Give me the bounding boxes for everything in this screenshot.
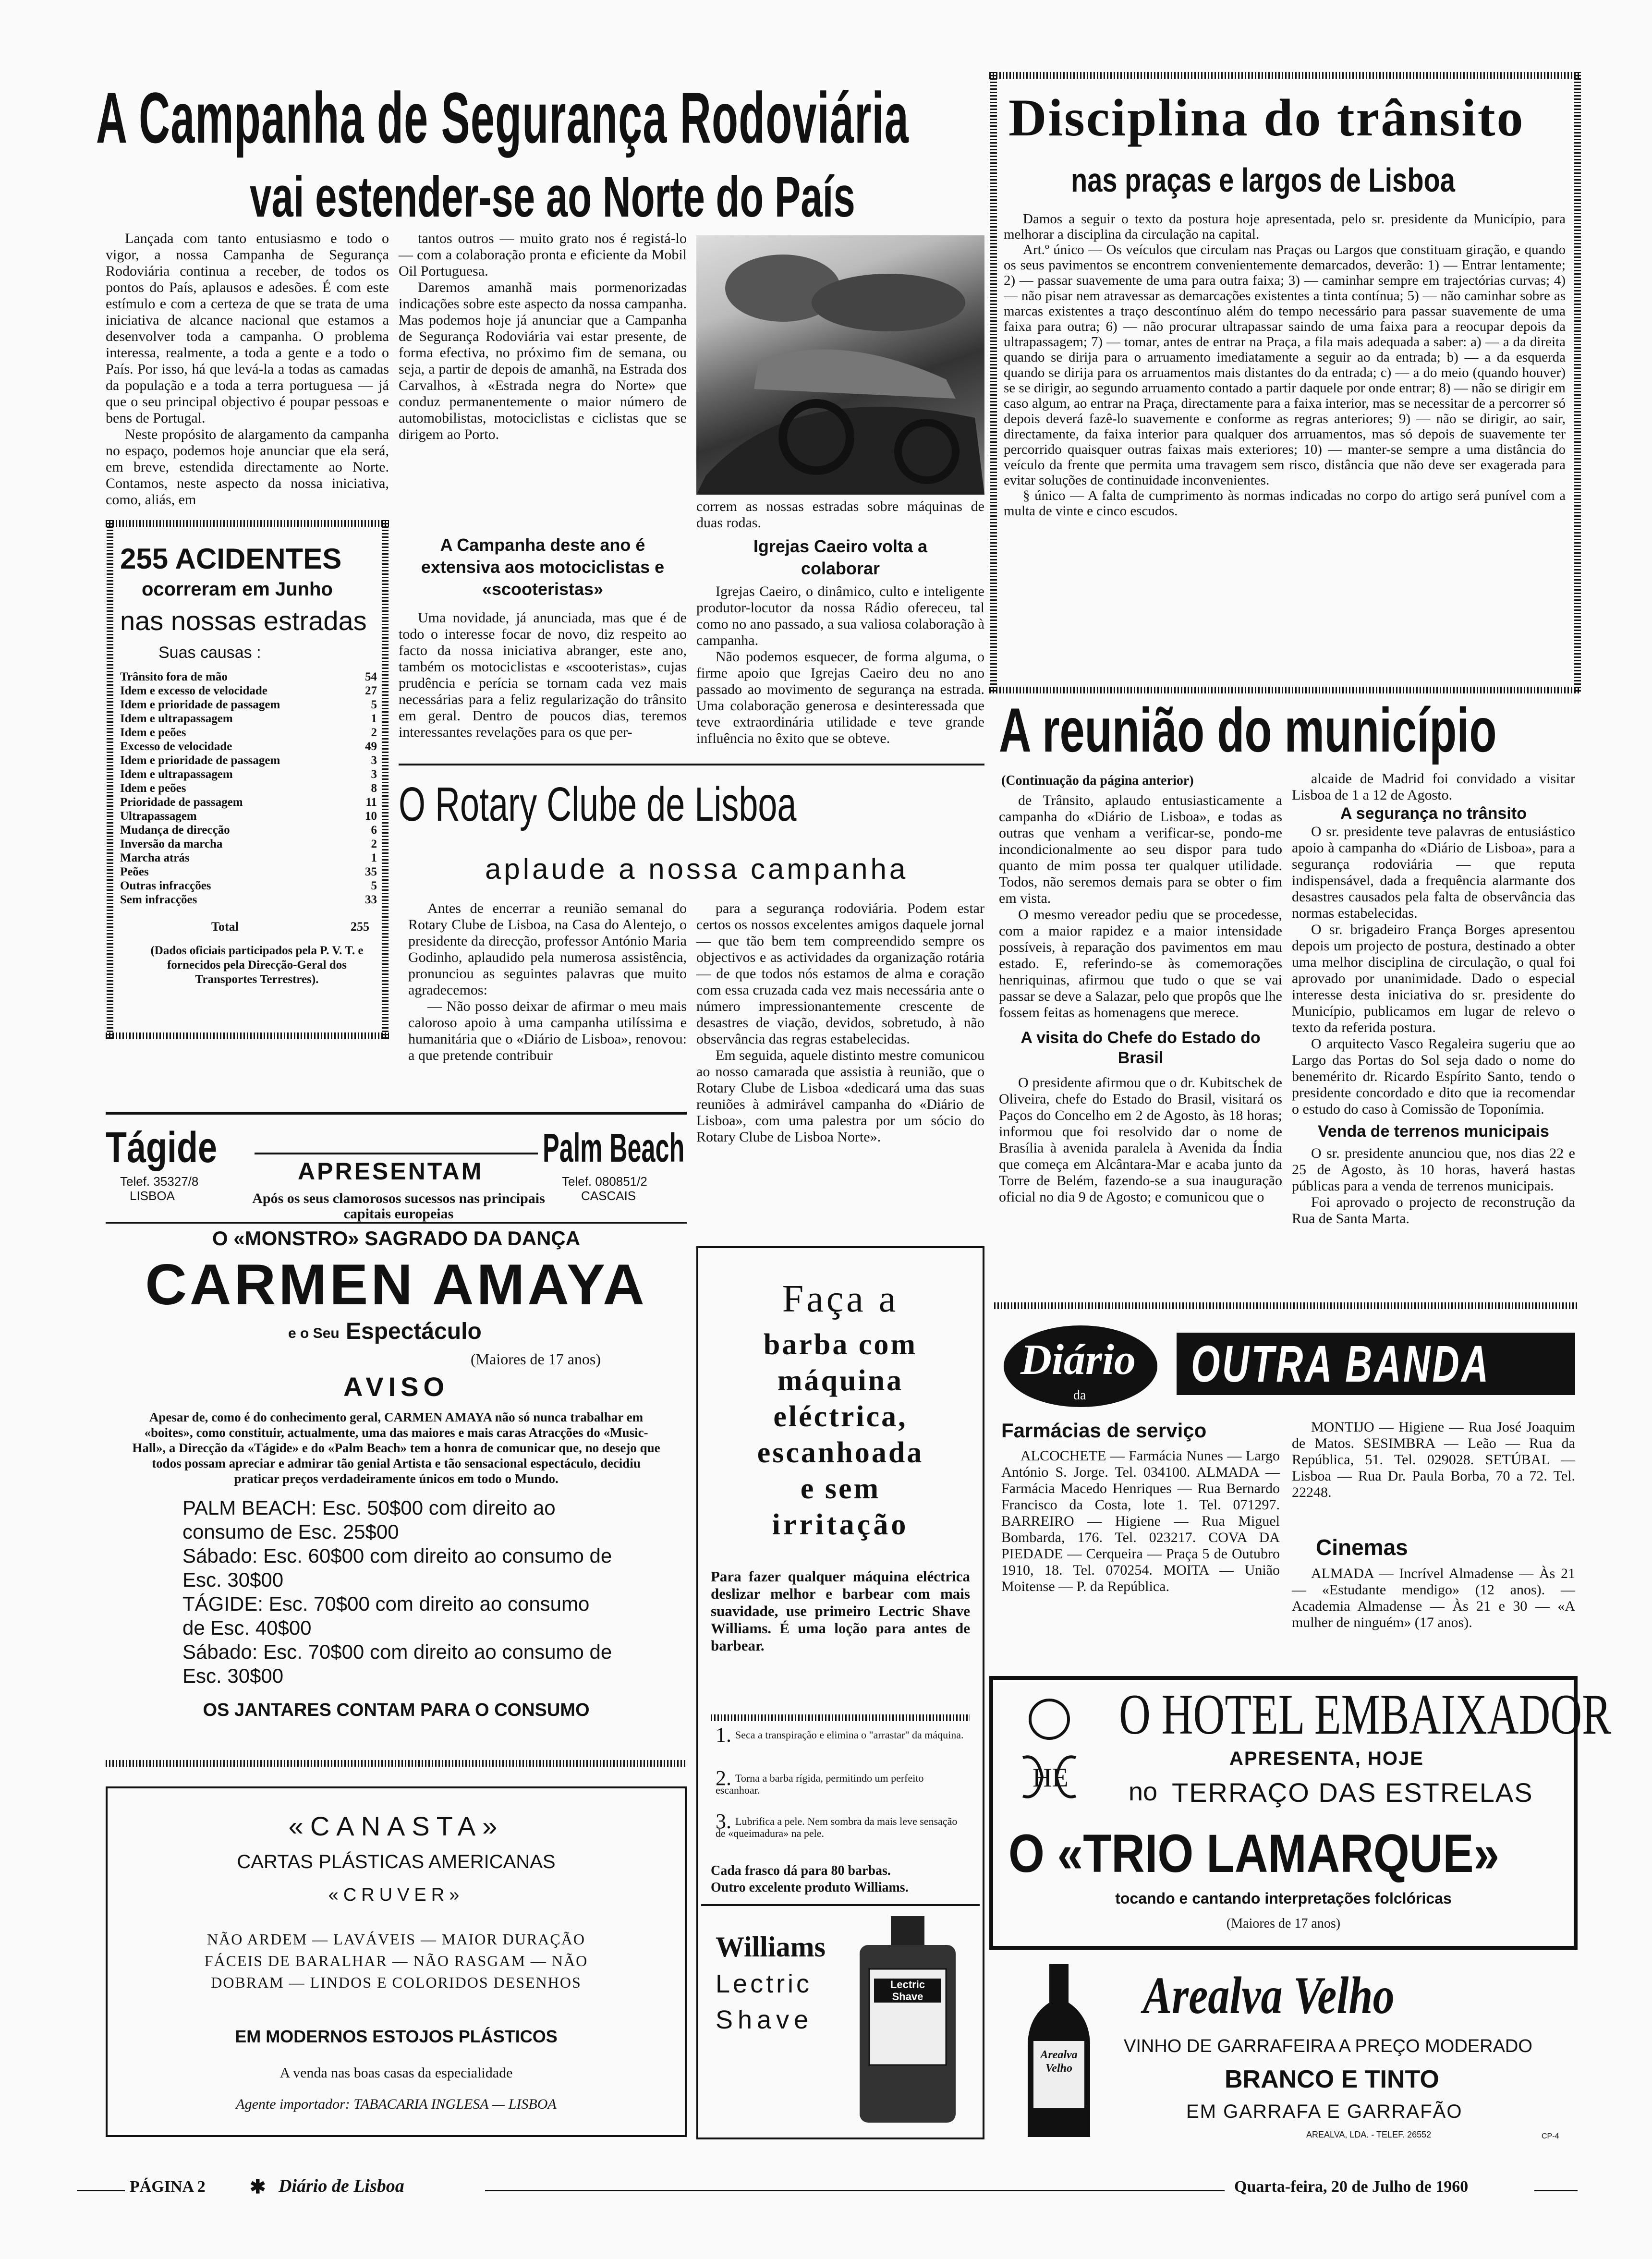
canasta-agente: Agente importador: TABACARIA INGLESA — LISBOA xyxy=(236,2096,557,2112)
transito-right-hatch xyxy=(1574,72,1581,692)
accidents-row-label: Idem e peões xyxy=(120,726,186,739)
williams-f1: Cada frasco dá para 80 barbas. xyxy=(711,1863,891,1878)
williams-h6: e sem xyxy=(800,1472,881,1505)
accidents-row-value: 2 xyxy=(371,838,377,850)
municipio-bottom-hatch xyxy=(994,1302,1578,1309)
transito-single: § único — A falta de cumprimento às normas indicadas no corpo do artigo será punível com a multa de vinte e cinco escudos. xyxy=(1004,488,1566,519)
accidents-row xyxy=(120,698,377,712)
arealva-code: CP-4 xyxy=(1542,2132,1559,2140)
tagide-monstro: O «MONSTRO» SAGRADO DA DANÇA xyxy=(212,1227,581,1250)
footer-rule-left xyxy=(77,2190,125,2191)
rotary-col2 xyxy=(696,900,984,1227)
accidents-table-grid xyxy=(120,670,377,907)
tagide-star: CARMEN AMAYA xyxy=(145,1252,647,1317)
hotel-logo-text: HE xyxy=(1032,1763,1069,1793)
caeiro-body-p2: Não podemos esquecer, de forma alguma, o firme apoio que Igrejas Caeiro deu no ano passado ao movimento de segurança na estrada. Uma colaboração generosa e desinteressada que teve extraordinária utilidade e teve grande influência no êxito que se obteve. xyxy=(696,649,984,746)
accidents-row-value: 33 xyxy=(365,893,377,906)
outra-banda-logo2: da xyxy=(1073,1388,1086,1403)
canasta-line3: DOBRAM — LINDOS E COLORIDOS DESENHOS xyxy=(211,1974,582,1991)
accidents-title: 255 ACIDENTES xyxy=(120,543,342,575)
transito-subtitle: nas praças e largos de Lisboa xyxy=(1071,161,1455,199)
rotary-top-rule xyxy=(399,764,984,765)
footer-star-icon: ✱ xyxy=(250,2176,266,2198)
accidents-row xyxy=(120,740,377,753)
tagide-price4 xyxy=(182,1640,615,1688)
williams-h2: barba com xyxy=(763,1328,918,1361)
canasta-venda: A venda nas boas casas da especialidade xyxy=(279,2065,513,2081)
transito-body xyxy=(1004,211,1566,682)
accidents-row xyxy=(120,865,377,879)
tagide-price1 xyxy=(182,1496,615,1544)
caeiro-body-p1: Igrejas Caeiro, o dinâmico, culto e inteligente produtor-locutor da nossa Rádio ofereceu, tal como no ano passado, a sua valiosa colaboração à campanha. xyxy=(696,583,984,648)
accidents-left-hatch xyxy=(107,520,113,1039)
footer-rule-right xyxy=(1534,2190,1578,2191)
accidents-row xyxy=(120,893,377,907)
outra-banda-logo-left xyxy=(1001,1321,1160,1412)
hotel-tocando: tocando e cantando interpretações folclóricas xyxy=(1115,1890,1452,1907)
tagide-price3-text: TÁGIDE: Esc. 70$00 com direito ao consumo de Esc. 40$00 xyxy=(182,1592,590,1639)
rotary-col1-p2: — Não posso deixar de afirmar o meu mais caloroso apoio à uma campanha utilíssima e humanitária que o «Diário de Lisboa», renovou: a que pretende contribuir xyxy=(408,998,687,1063)
williams-num2-text: Torna a barba rígida, permitindo um perfeito escanhoar. xyxy=(716,1772,924,1796)
accidents-row-label: Idem e ultrapassagem xyxy=(120,768,233,781)
rotary-col2-p1: para a segurança rodoviária. Podem estar certos os nossos excelentes amigos daquele jornal — que tão bem tem compreendido sempre os objectivos e as actividades da organização rotária — de que todos nós estamos de alma e coração com essa cruzada cada vez mais necessária ante o número impressionantemente crescente de desastres de viação, devidos, sobretudo, à não observância das regras estabelecidas. xyxy=(696,900,984,1047)
tagide-price2-text: Sábado: Esc. 60$00 com direito ao consumo de Esc. 30$00 xyxy=(182,1544,612,1591)
municipio-col1 xyxy=(999,792,1282,1301)
tagide-aviso-text: Apesar de, como é do conhecimento geral, CARMEN AMAYA não só nunca trabalhar em «boites», como constituir, actualmente, uma das maiores e mais caras Atracções do «Music-Hall», a Direcção da «Tágide» e do «Palm Beach» tem a honra de comunicar que, no desejo que todos possam apreciar e admirar tão genial Artista e tão sensacional espectáculo, decidiu praticar preços verdadeiramente únicos em todo o Mundo. xyxy=(132,1410,660,1486)
tagide-bottom-hatch xyxy=(106,1760,687,1767)
accidents-row xyxy=(120,795,377,809)
williams-mid-hatch xyxy=(711,1714,970,1721)
rotary-col1 xyxy=(408,900,687,1107)
motos-body-p: Uma novidade, já anunciada, mas que é de todo o interesse focar de novo, diz respeito ao facto da nossa iniciativa abranger, este ano, também os motociclistas e «scooteristas», cujas prudência e perícia se tornam cada vez mais necessárias para a feliz regularização do trânsito em geral. Dentro de poucos dias, teremos interessantes revelações para os que per- xyxy=(399,610,687,740)
williams-num2-digit: 2. xyxy=(716,1766,731,1790)
tagide-left-city: LISBOA xyxy=(130,1189,175,1203)
campanha-col2-p1: tantos outros — muito grato nos é registá-lo — com a colaboração pronta e eficiente da Mobil Oil Portuguesa. xyxy=(399,231,687,279)
municipio-venda-title: Venda de terrenos municipais xyxy=(1318,1122,1549,1141)
tagide-right-city: CASCAIS xyxy=(581,1189,636,1203)
accidents-row-value: 54 xyxy=(365,670,377,683)
accidents-row-label: Idem e prioridade de passagem xyxy=(120,698,280,711)
accidents-table xyxy=(120,670,377,907)
williams-h5: escanhoada xyxy=(757,1436,924,1469)
accidents-row xyxy=(120,753,377,767)
municipio-col1-p2: O mesmo vereador pediu que se procedesse, com a maior rapidez e a maior intensidade possíveis, à reparação dos pavimentos em mau estado. E, referindo-se às comemorações henriquinas, afirmou que tudo o que se vai passar se deve a Salazar, pelo que propôs que lhe fossem feitas as homenagens que merece. xyxy=(999,907,1282,1020)
municipio-col1-p3: O presidente afirmou que o dr. Kubitschek de Oliveira, chefe do Estado do Brasil, visitará os Paços do Concelho em 2 de Agosto, às 18 horas; informou que foi resolvido dar o nome de Brasília à avenida paralela à Avenida da Índia que começa em Alcântara-Mar e acaba junto da Torre de Belém, fazendo-se a sua inauguração oficial no dia 9 de Agosto; e comunicou que o xyxy=(999,1075,1282,1205)
canasta-title: «CANASTA» xyxy=(288,1811,504,1841)
accidents-row-label: Idem e excesso de velocidade xyxy=(120,684,267,697)
footer-paper: Diário de Lisboa xyxy=(279,2176,404,2196)
williams-bottle-label: Lectric Shave xyxy=(890,1979,925,2003)
arealva-bottle-label: Arealva Velho xyxy=(1040,2049,1078,2075)
hotel-age: (Maiores de 17 anos) xyxy=(1226,1916,1341,1931)
transito-intro: Damos a seguir o texto da postura hoje apresentada, pelo sr. presidente da Município, para melhorar a disciplina da circulação na capital. xyxy=(1004,211,1566,242)
photo-caption: correm as nossas estradas sobre máquinas de duas rodas. xyxy=(696,498,984,531)
caeiro-title: Igrejas Caeiro volta a colaborar xyxy=(753,536,928,578)
tagide-price3 xyxy=(182,1592,615,1640)
accidents-row-value: 27 xyxy=(365,684,377,697)
tagide-footer: OS JANTARES CONTAM PARA O CONSUMO xyxy=(203,1700,590,1720)
municipio-col2 xyxy=(1292,771,1575,1301)
photo-illustration xyxy=(696,235,984,495)
rotary-col2-p2: Em seguida, aquele distinto mestre comunicou ao nosso camarada que assistia à reunião, que o Rotary Clube de Lisboa «dedicará uma das suas reuniões à admirável campanha do «Diário de Lisboa», com uma palestra por um sócio do Rotary Clube de Lisboa Norte». xyxy=(696,1047,984,1145)
arealva-l2: BRANCO E TINTO xyxy=(1225,2065,1439,2093)
williams-num1-digit: 1. xyxy=(716,1723,731,1747)
municipio-col1-p1: de Trânsito, aplaudo entusiasticamente a campanha do «Diário de Lisboa», e todas as outras que venham a verificar-se, pondo-me incondicionalmente ao seu dispor para tudo quanto de mim possa ter qualquer utilidade. Todos, não seremos demais para se obter o fim em vista. xyxy=(999,792,1282,906)
tagide-apresentam: APRESENTAM xyxy=(298,1158,484,1185)
accidents-row-value: 1 xyxy=(371,712,377,725)
arealva-brand: Arealva Velho xyxy=(1143,1966,1395,2025)
outra-banda-farm-text: ALCOCHETE — Farmácia Nunes — Largo António S. Jorge. Tel. 034100. ALMADA — Farmácia Macedo Henriques — Rua Bernardo Francisco da Costa, lote 1. Tel. 071297. BARREIRO — Higiene — Rua Miguel Bombarda, 176. Tel. 023217. COVA DA PIEDADE — Cerqueira — Praça 5 de Outubro 1910, 18. Tel. 070254. MOITA — União Moitense — P. da República. xyxy=(1001,1448,1280,1594)
accidents-row-label: Inversão da marcha xyxy=(120,838,223,850)
tagide-aviso: AVISO xyxy=(343,1372,449,1402)
motos-body xyxy=(399,610,687,749)
accidents-row xyxy=(120,767,377,781)
transito-article: Art.º único — Os veículos que circulam nas Praças ou Largos que constituam giração, e quando os seus pavimentos se encontrem convenientemente demarcados, deverão: 1) — Entrar lentamente; 2) — passar suavemente de uma para outra faixa; 3) — caminhar sempre em trajectórias curvas; 4) — não pisar nem atravessar as demarcações existentes a tinta contínua; 5) — não caminhar sobre as marcas existentes a traço descontínuo além do tempo necessário para passar suavemente de uma faixa para outra; 6) — não procurar ultrapassar saindo de uma faixa para a reocupar depois da ultrapassagem; 7) — tomar, antes de entrar na Praça, a fila mais adequada a saber: a) — a da direita quando se dirija para o arruamento imediatamente a seguir ao da entrada; b) — a da esquerda quando se dirija para os arruamentos mais distantes do da entrada; c) — a do meio (quando houver) se se dirigir, ao segundo arruamento contado a partir daquele por onde entrar; 8) — não se dirigir em caso algum, ao entrar na Praça, directamente para a faixa interior, mas se necessitar de a percorrer só depois deverá fazê-lo suavemente e conforme as regras anteriores; 9) — não se dirigir, ao sair, directamente, da faixa interior para qualquer dos arruamentos, mas só depois de suavemente ter percorrido quaisquer outras faixas mais exteriores; 10) — manter-se sempre a uma distância do veículo da frente que permita uma travagem sem risco, distância que não deve ser exagerada para evitar soluções de continuidade inconvenientes. xyxy=(1004,242,1566,488)
hotel-apresenta: APRESENTA, HOJE xyxy=(1229,1748,1424,1769)
williams-b2: Lectric xyxy=(716,1969,813,1998)
tagide-mid-rule xyxy=(106,1222,687,1224)
outra-banda-farm-col2 xyxy=(1292,1419,1575,1515)
accidents-causes-label: Suas causas : xyxy=(158,644,261,662)
williams-bottom-rule xyxy=(701,1904,980,1906)
williams-f2: Outro excelente produto Williams. xyxy=(711,1880,909,1895)
accidents-row-value: 5 xyxy=(371,879,377,892)
transito-bottom-hatch xyxy=(989,687,1580,693)
williams-num3-text: Lubrifica a pele. Nem sombra da mais leve sensação de «queimadura» na pele. xyxy=(716,1815,958,1839)
accidents-row xyxy=(120,837,377,851)
campanha-col2 xyxy=(399,231,687,499)
tagide-apresentam-rule xyxy=(255,1153,538,1154)
tagide-left-tel: Telef. 35327/8 xyxy=(120,1174,199,1189)
outra-banda-logo1: Diário xyxy=(1020,1336,1136,1384)
municipio-seg-title: A segurança no trânsito xyxy=(1340,804,1527,823)
motos-title: A Campanha deste ano é extensiva aos motociclistas e «scooteristas» xyxy=(421,535,665,599)
outra-banda-cinemas-col xyxy=(1292,1566,1575,1666)
accidents-row-label: Excesso de velocidade xyxy=(120,740,232,753)
accidents-row-value: 35 xyxy=(365,865,377,878)
accidents-row-label: Idem e peões xyxy=(120,782,186,795)
canasta-brand: «CRUVER» xyxy=(328,1885,464,1905)
canasta-sub: CARTAS PLÁSTICAS AMERICANAS xyxy=(237,1851,556,1872)
canasta-line2: FÁCEIS DE BARALHAR — NÃO RASGAM — NÃO xyxy=(204,1952,588,1969)
accidents-total-label: Total xyxy=(211,920,239,934)
accidents-row xyxy=(120,712,377,726)
outra-banda-farm-text2: MONTIJO — Higiene — Rua José Joaquim de Matos. SESIMBRA — Leão — Rua da República, 51. Tel. 029028. SETÚBAL — Lisboa — Rua Dr. Paula Borba, 70 a 72. Tel. 22248. xyxy=(1292,1419,1575,1500)
accidents-row-value: 3 xyxy=(371,768,377,781)
accidents-row-value: 49 xyxy=(365,740,377,753)
accidents-row xyxy=(120,670,377,684)
transito-top-hatch xyxy=(989,72,1580,79)
municipio-col2-p5: O sr. presidente anunciou que, nos dias 22 e 25 de Agosto, às 10 horas, haverá hastas públicas para a venda de terrenos municipais. xyxy=(1292,1145,1575,1194)
williams-h3: máquina xyxy=(777,1364,904,1397)
motorcycle-photo xyxy=(696,235,984,495)
williams-num2 xyxy=(716,1766,965,1796)
accidents-row xyxy=(120,726,377,740)
municipio-chefe-title: A visita do Chefe do Estado do Brasil xyxy=(1020,1029,1261,1067)
hotel-trio: O «TRIO LAMARQUE» xyxy=(1008,1823,1500,1883)
accidents-bottom-hatch xyxy=(106,1032,389,1039)
accidents-row-label: Mudança de direcção xyxy=(120,824,230,837)
municipio-col2-p1: alcaide de Madrid foi convidado a visitar Lisboa de 1 a 12 de Agosto. xyxy=(1292,771,1575,803)
rotary-title1: O Rotary Clube de Lisboa xyxy=(399,777,797,831)
williams-h1: Faça a xyxy=(782,1278,899,1320)
accidents-row-value: 1 xyxy=(371,851,377,864)
outra-banda-cinemas: Cinemas xyxy=(1316,1535,1408,1560)
campanha-col2-p2: Daremos amanhã mais pormenorizadas indicações sobre este aspecto da nossa campanha. Mas podemos hoje já anunciar que a Campanha de Segurança Rodoviária vai estar presente, de forma efectiva, no próximo fim de semana, ou seja, a partir de depois de amanhã, na Estrada dos Carvalhos, à «Estrada negra do Norte» que conduz permanentemente o maior número de automobilistas, motociclistas e ciclistas que se dirigem ao Porto. xyxy=(399,279,687,442)
tagide-left-name: Tágide xyxy=(106,1124,218,1172)
arealva-bottle xyxy=(1023,1964,1095,2142)
footer-page: PÁGINA 2 xyxy=(130,2178,206,2196)
williams-num1-text: Seca a transpiração e elimina o "arrastar" da máquina. xyxy=(735,1729,964,1741)
accidents-top-hatch xyxy=(106,520,389,527)
transito-title: Disciplina do trânsito xyxy=(1008,88,1525,147)
tagide-espectaculo: Espectáculo xyxy=(346,1319,482,1344)
williams-bottle xyxy=(850,1916,965,2127)
accidents-row-value: 3 xyxy=(371,754,377,767)
williams-b3: Shave xyxy=(716,2005,814,2034)
accidents-row-value: 8 xyxy=(371,782,377,795)
williams-bottle-icon xyxy=(850,1916,965,2127)
municipio-title: A reunião do município xyxy=(999,695,1497,765)
municipio-col2-p6: Foi aprovado o projecto de reconstrução da Rua de Santa Marta. xyxy=(1292,1194,1575,1227)
tagide-right-name: Palm Beach xyxy=(543,1125,685,1170)
accidents-row xyxy=(120,823,377,837)
hotel-crest-icon xyxy=(1018,1690,1081,1815)
tagide-top-rule xyxy=(106,1112,687,1115)
williams-num3 xyxy=(716,1810,965,1839)
accidents-row-value: 11 xyxy=(365,796,377,809)
arealva-small: AREALVA, LDA. - TELEF. 26552 xyxy=(1306,2130,1432,2139)
williams-b1: Williams xyxy=(716,1931,826,1963)
accidents-total-value: 255 xyxy=(351,920,369,934)
accidents-note: (Dados oficiais participados pela P. V. T. e fornecidos pela Direcção-Geral dos Transportes Terrestres). xyxy=(150,944,364,986)
hotel-no: no xyxy=(1129,1777,1158,1806)
rotary-title2: aplaude a nossa campanha xyxy=(485,853,909,885)
accidents-row-label: Peões xyxy=(120,865,149,878)
arealva-l1: VINHO DE GARRAFEIRA A PREÇO MODERADO xyxy=(1124,2036,1532,2056)
accidents-row xyxy=(120,809,377,823)
tagide-price1-text: PALM BEACH: Esc. 50$00 com direito ao consumo de Esc. 25$00 xyxy=(182,1496,556,1543)
municipio-col2-p4: O arquitecto Vasco Regaleira sugeriu que ao Largo das Portas do Sol seja dado o nome do benemérito dr. Ricardo Espírito Santo, tendo o presidente concordado e dito que ia recomendar o estudo do caso à Comissão de Toponímia. xyxy=(1292,1036,1575,1117)
williams-num3-digit: 3. xyxy=(716,1810,731,1833)
outra-banda-logo3: OUTRA BANDA xyxy=(1191,1335,1491,1393)
accidents-row-label: Sem infracções xyxy=(120,893,197,906)
arealva-l3: EM GARRAFA E GARRAFÃO xyxy=(1186,2101,1463,2122)
canasta-line1: NÃO ARDEM — LAVÁVEIS — MAIOR DURAÇÃO xyxy=(207,1931,585,1948)
outra-banda-cin-text: ALMADA — Incrível Almadense — Às 21 — «Estudante mendigo» (12 anos). — Academia Almadense — Às 21 e 30 — «A mulher de ninguém» (17 anos). xyxy=(1292,1566,1575,1630)
canasta-estojos: EM MODERNOS ESTOJOS PLÁSTICOS xyxy=(235,2027,558,2046)
campanha-col1-p1: Lançada com tanto entusiasmo e todo o vigor, a nossa Campanha de Segurança Rodoviária continua a receber, de todos os pontos do País, aplausos e adesões. É com este estímulo e com a certeza de que se trata de uma iniciativa de alcance nacional que estamos a desenvolver toda a campanha. O problema interessa, realmente, a toda a gente e a todo o País. Por isso, há que levá-la a todas as camadas da população e a toda a terra portuguesa — já que o seu principal objectivo é poupar pessoas e bens de Portugal. xyxy=(106,231,389,426)
municipio-col2-p3: O sr. brigadeiro França Borges apresentou depois um projecto de postura, destinado a obter uma melhor disciplina de circulação, o qual foi aprovado por unanimidade. Dado o especial interesse desta iniciativa do sr. presidente do Município, publicamos em lugar de relevo o texto da referida postura. xyxy=(1292,922,1575,1035)
accidents-row-label: Idem e ultrapassagem xyxy=(120,712,233,725)
williams-h7: irritação xyxy=(772,1508,909,1541)
accidents-row-value: 10 xyxy=(365,810,377,823)
williams-h4: eléctrica, xyxy=(773,1400,908,1433)
accidents-row xyxy=(120,879,377,893)
accidents-row-label: Prioridade de passagem xyxy=(120,796,243,809)
accidents-row-value: 6 xyxy=(371,824,377,837)
williams-num1 xyxy=(716,1723,965,1747)
accidents-sub1: ocorreram em Junho xyxy=(142,579,333,600)
accidents-row xyxy=(120,851,377,865)
caeiro-body xyxy=(696,583,984,749)
outra-banda-farm-title: Farmácias de serviço xyxy=(1001,1419,1207,1442)
accidents-row-label: Trânsito fora de mão xyxy=(120,670,228,683)
campanha-col1 xyxy=(106,231,389,508)
tagide-eoseu: e o Seu xyxy=(288,1325,340,1341)
accidents-row-value: 5 xyxy=(371,698,377,711)
outra-banda-farm-col1 xyxy=(1001,1448,1280,1664)
tagide-after: Após os seus clamorosos sucessos nas principais capitais europeias xyxy=(252,1190,545,1222)
williams-text: Para fazer qualquer máquina eléctrica deslizar melhor e barbear com mais suavidade, use primeiro Lectric Shave Williams. É uma loção para antes de barbear. xyxy=(711,1568,970,1654)
tagide-price4-text: Sábado: Esc. 70$00 com direito ao consumo de Esc. 30$00 xyxy=(182,1640,612,1687)
tagide-age: (Maiores de 17 anos) xyxy=(471,1350,601,1368)
hotel-title: O HOTEL EMBAIXADOR xyxy=(1119,1682,1612,1746)
accidents-row-label: Idem e prioridade de passagem xyxy=(120,754,280,767)
hotel-crest xyxy=(1018,1690,1081,1815)
footer-date: Quarta-feira, 20 de Julho de 1960 xyxy=(1234,2178,1469,2196)
transito-left-hatch xyxy=(990,72,997,692)
tagide-right-tel: Telef. 080851/2 xyxy=(562,1174,647,1189)
accidents-sub2: nas nossas estradas xyxy=(120,606,367,636)
accidents-row xyxy=(120,781,377,795)
footer-rule-mid xyxy=(485,2190,1225,2191)
headline-campanha-line1: A Campanha de Segurança Rodoviária xyxy=(96,77,909,158)
accidents-row-label: Marcha atrás xyxy=(120,851,190,864)
municipio-col2-p2: O sr. presidente teve palavras de entusiástico apoio à campanha do «Diário de Lisboa», para a segurança rodoviária — que reputa indispensável, dada a frequência alarmante dos desastres causados pela falta de observância das normas estabelecidas. xyxy=(1292,824,1575,921)
accidents-right-hatch xyxy=(382,520,389,1039)
campanha-col1-p2: Neste propósito de alargamento da campanha no espaço, podemos hoje anunciar que ela será, em breve, estendida directamente ao Norte. Contamos, neste aspecto da nossa iniciativa, como, aliás, em xyxy=(106,426,389,508)
tagide-price2 xyxy=(182,1544,615,1592)
accidents-row-label: Ultrapassagem xyxy=(120,810,197,823)
rotary-col1-p1: Antes de encerrar a reunião semanal do Rotary Clube de Lisboa, na Casa do Alentejo, o presidente da direcção, professor António Maria Godinho, aplaudido pela numerosa assistência, pronunciou as seguintes palavras que muito agradecemos: xyxy=(408,900,687,998)
accidents-row xyxy=(120,684,377,698)
municipio-cont: (Continuação da página anterior) xyxy=(1001,773,1194,788)
headline-campanha-line2: vai estender-se ao Norte do País xyxy=(250,165,855,229)
hotel-terraco: TERRAÇO DAS ESTRELAS xyxy=(1172,1777,1533,1808)
accidents-row-value: 2 xyxy=(371,726,377,739)
accidents-row-label: Outras infracções xyxy=(120,879,211,892)
